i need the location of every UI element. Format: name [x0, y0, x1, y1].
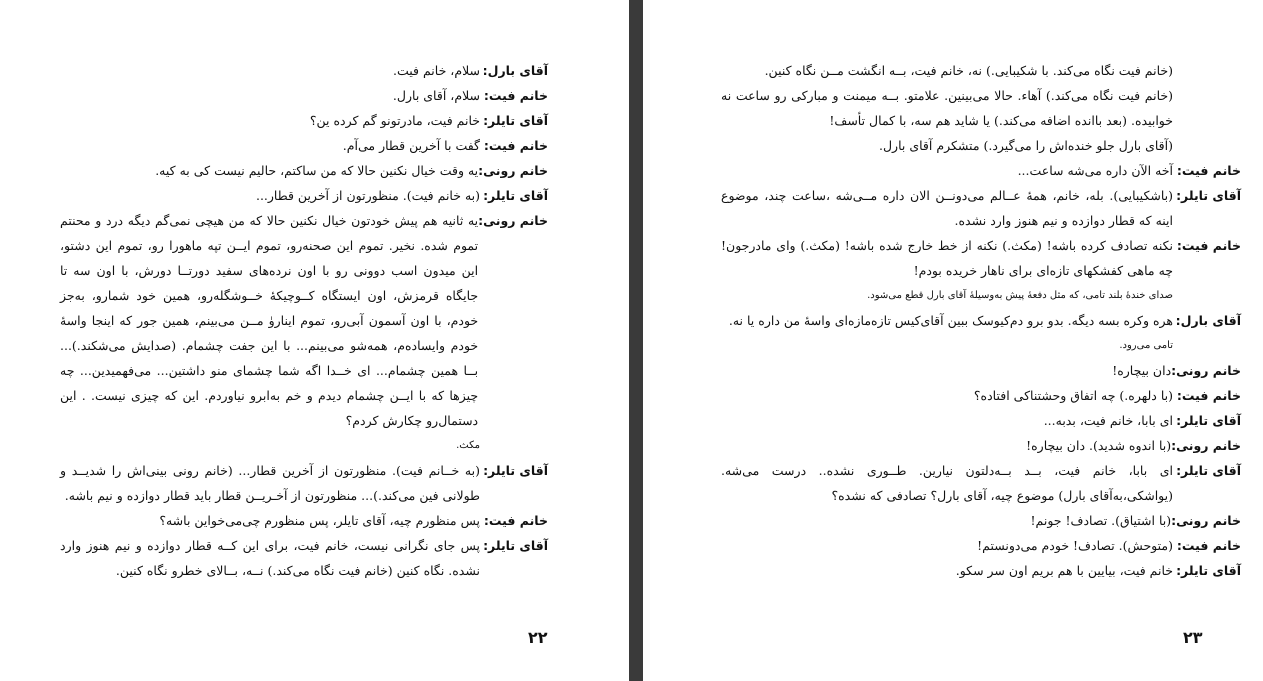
dialogue-line [721, 458, 1241, 508]
dialogue-line [721, 558, 1241, 583]
speech-text: دان بیچاره! [1112, 363, 1172, 378]
speech-text: سلام، آقای بارل. [392, 88, 480, 103]
speaker-name: آقای تایلر: [483, 188, 548, 203]
speaker-name: خانم رونی: [478, 163, 548, 178]
dialogue-line [60, 158, 548, 183]
speech-text: (آقای بارل جلو خنده‌اش را می‌گیرد.) متشکرم آقای بارل. [878, 138, 1173, 153]
speech-text: خانم فیت، مادرتونو گم کرده ین؟ [309, 113, 480, 128]
speaker-name: آقای بارل: [482, 63, 548, 78]
speaker-name: خانم رونی: [478, 213, 548, 228]
stage-direction-text: صدای خندهٔ بلند تامی، که مثل دفعهٔ پیش به‌وسیلهٔ آقای بارل قطع می‌شود. [867, 290, 1173, 301]
speaker-name: آقای تایلر: [483, 113, 548, 128]
dialogue-line [721, 183, 1241, 233]
dialogue-line [721, 383, 1241, 408]
speaker-name: خانم فیت: [1176, 538, 1241, 553]
speech-text: (به خانم فیت). منظورتون از آخرین قطار... [255, 188, 480, 203]
speech-text: (خانم فیت نگاه می‌کند. با شکیبایی.) نه، خانم فیت، بــه انگشت مــن نگاه کنین. [764, 63, 1173, 78]
dialogue-line [60, 508, 548, 533]
stage-direction [721, 333, 1241, 358]
stage-direction [60, 433, 548, 458]
speaker-name: خانم فیت: [1176, 163, 1241, 178]
speech-text: (به خــانم فیت). منظورتون از آخرین قطار... (خانم رونی بینی‌اش را شدیــد و طولانی فین می‌کند.)... منظورتون از آخـریــن قطار باید قطار دوازده و نیم باشه. [60, 463, 480, 503]
speech-text: (متوحش). تصادف! خودم می‌دونستم! [977, 538, 1173, 553]
speaker-name: خانم رونی: [1171, 363, 1241, 378]
speaker-name: آقای تایلر: [1176, 563, 1241, 578]
page-number: ۲۲ [528, 628, 548, 647]
stage-direction [721, 83, 1241, 133]
speech-text: نکنه تصادف کرده باشه! (مکث.) نکنه از خط خارج شده باشه! (مکث.) وای مادرجون! چه ماهی کفشکهای تازه‌ای برای ناهار خریده بودم! [721, 238, 1173, 278]
dialogue-line [60, 183, 548, 208]
dialogue-line [721, 308, 1241, 333]
stage-direction-text: تامی می‌رود. [1119, 340, 1173, 351]
speech-text: یه وقت خیال نکنین حالا که من ساکتم، حالیم نیست کی به کیه. [155, 163, 479, 178]
speaker-name: آقای تایلر: [1176, 413, 1241, 428]
dialogue-line [60, 133, 548, 158]
speaker-name: خانم رونی: [1171, 438, 1241, 453]
dialogue-line [60, 108, 548, 133]
speaker-name: آقای تایلر: [483, 463, 548, 478]
speech-text: (باشکیبایی). بله، خانم، همهٔ عــالم می‌دونــن الان داره مــی‌شه ،ساعت چند، موضوع اینه که قطار دوازده و نیم هنوز وارد نشده. [721, 188, 1173, 228]
dialogue-line [721, 358, 1241, 383]
speech-text: پس منظورم چیه، آقای تایلر، پس منظورم چی‌می‌خواین باشه؟ [159, 513, 480, 528]
speech-text: ای بابا، خانم فیت، بــد بــه‌دلتون نیارین. طــوری نشده.. درست می‌شه. (یواشکی،به‌آقای بارل) موضوع چیه، آقای بارل؟ تصادفی که نشده؟ [721, 463, 1173, 503]
dialogue-line [721, 533, 1241, 558]
speech-text: خانم فیت، بیایین با هم بریم اون سر سکو. [955, 563, 1173, 578]
stage-direction [721, 58, 1241, 83]
dialogue-line [721, 158, 1241, 183]
speech-text: (با اشتیاق). تصادف! جونم! [1030, 513, 1172, 528]
speech-text: هره وکره بسه دیگه. بدو برو دم‌کیوسک ببین آقای‌کیس تازه‌مازه‌ای واسهٔ من داره یا نه. [728, 313, 1173, 328]
book-gutter [629, 0, 643, 681]
left-page-body [60, 58, 548, 583]
speaker-name: خانم فیت: [1176, 388, 1241, 403]
speaker-name: خانم فیت: [483, 138, 548, 153]
stage-direction [721, 283, 1241, 308]
speaker-name: آقای تایلر: [1176, 463, 1241, 478]
speaker-name: آقای بارل: [1175, 313, 1241, 328]
dialogue-line [60, 458, 548, 508]
speech-text: یه ثانیه هم پیش خودتون خیال نکنین حالا که من هیچی نمی‌گم دیگه درد و محنتم تموم شده. نخیر. تموم این صحنه‌رو، تموم ایــن تپه ماهورا رو، تموم این دشتو، این میدون اسب دوونی رو با اون نرده‌های سفید دورتــا دورش، با اون سه تا جایگاه قرمزش، اون ایستگاه کــوچیکهٔ خــوشگله‌رو، همین خود شمارو، به‌جز خودم، با اون آسمون آبی‌رو، تموم ایناروٰ مــن می‌بینم، همین جور که اینجا واسهٔ خودم وایساده‌م، همه‌شو می‌بینم... با این جفت چشمام. (صدایش می‌شکند.)... بــا همین چشمام... ای خــدا اگه شما چشمای منو داشتین... می‌فهمیدین... چه چیزها که با ایــن چشمام دیدم و خم به‌ابرو نیاوردم. این که چیزی نیست. . این دستمال‌رو چکارش کردم؟ [60, 213, 479, 428]
speech-text: ای بابا، خانم فیت، بدبه... [1043, 413, 1173, 428]
right-page-body [721, 58, 1241, 583]
speech-text: (خانم فیت نگاه می‌کند.) آهاء. حالا می‌بینین. علامتو. بــه میمنت و مبارکی رو ساعت نه خوابیده. (بعد باانده اضافه می‌کند.) یا شاید هم سه، با کمال تأسف! [721, 88, 1173, 128]
speech-text: (با اندوه شدید). دان بیچاره! [1026, 438, 1172, 453]
dialogue-line [60, 533, 548, 583]
dialogue-line [721, 233, 1241, 283]
dialogue-line [60, 58, 548, 83]
speaker-name: خانم رونی: [1171, 513, 1241, 528]
dialogue-line [721, 408, 1241, 433]
page-number: ۲۳ [1183, 628, 1203, 647]
speaker-name: آقای تایلر: [1176, 188, 1241, 203]
stage-direction [721, 133, 1241, 158]
dialogue-line [721, 508, 1241, 533]
speech-text: پس جای نگرانی نیست، خانم فیت، برای این کــه قطار دوازده و نیم هنوز وارد نشده. نگاه کنین (خانم فیت نگاه می‌کند.) نــه، بــالای خطرو نگاه کنین. [60, 538, 480, 578]
dialogue-line [60, 83, 548, 108]
speech-text: گفت با آخرین قطار می‌آم. [342, 138, 480, 153]
dialogue-line [60, 208, 548, 433]
speaker-name: خانم فیت: [483, 88, 548, 103]
stage-direction-text: مکث. [456, 440, 480, 451]
speaker-name: خانم فیت: [483, 513, 548, 528]
speaker-name: خانم فیت: [1176, 238, 1241, 253]
speech-text: سلام، خانم فیت. [393, 63, 480, 78]
speech-text: (با دلهره.) چه اتفاق وحشتناکی افتاده؟ [973, 388, 1173, 403]
speaker-name: آقای تایلر: [483, 538, 548, 553]
speech-text: آخه الآن داره می‌شه ساعت... [1017, 163, 1173, 178]
left-page [0, 0, 629, 681]
right-page [643, 0, 1263, 681]
dialogue-line [721, 433, 1241, 458]
